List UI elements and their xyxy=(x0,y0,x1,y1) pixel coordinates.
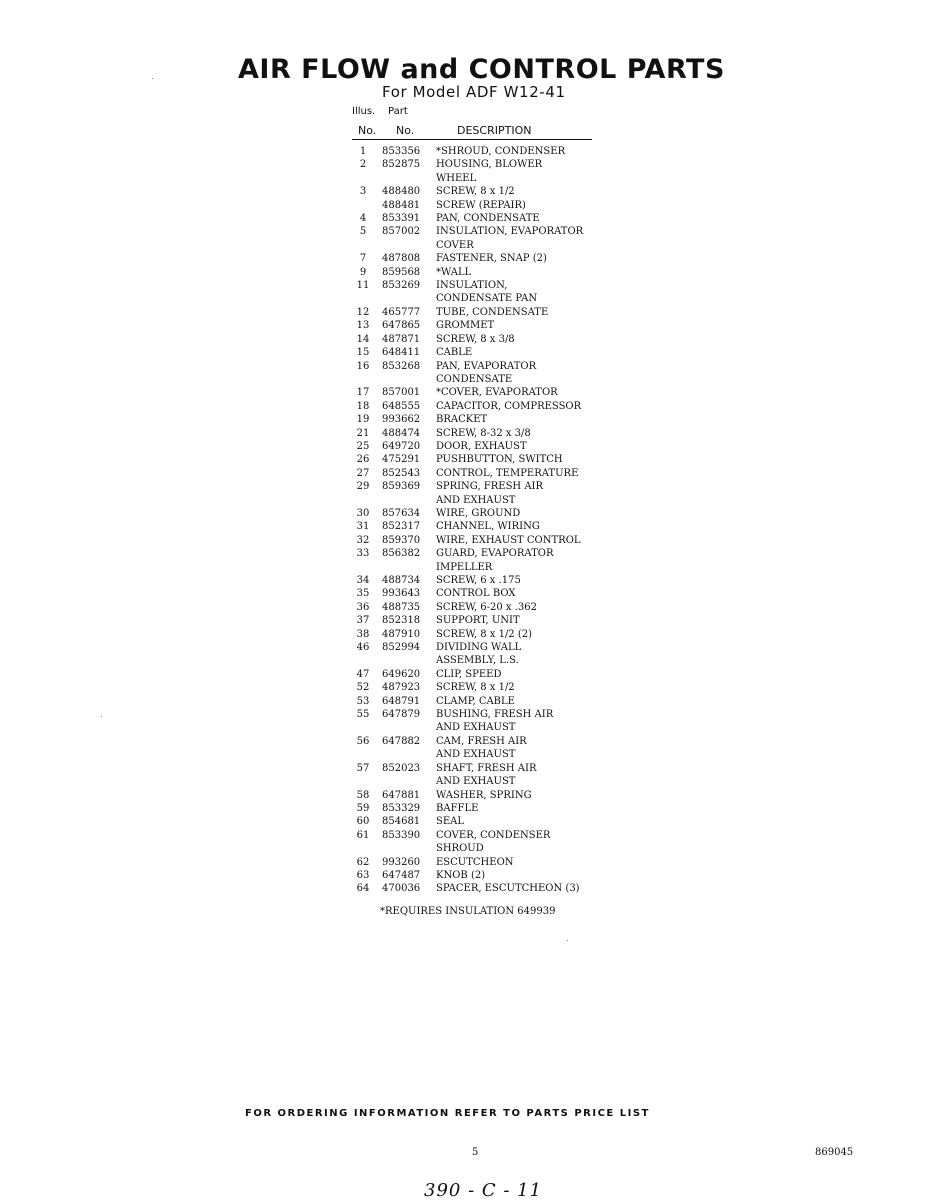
illus-number: 36 xyxy=(356,601,370,613)
part-number: 859369 xyxy=(382,481,421,493)
part-description: CAPACITOR, COMPRESSOR xyxy=(436,400,582,412)
part-description: DIVIDING WALL ASSEMBLY, L.S. xyxy=(436,642,522,667)
page-number: 5 xyxy=(472,1147,479,1158)
part-number: 647865 xyxy=(382,320,421,332)
table-row xyxy=(352,601,602,614)
illus-number: 59 xyxy=(356,802,370,814)
table-row xyxy=(352,520,602,533)
illus-number: 34 xyxy=(356,575,370,586)
part-description: COVER, CONDENSER SHROUD xyxy=(436,829,551,855)
part-number: 647881 xyxy=(382,789,421,801)
illus-number: 33 xyxy=(356,548,370,560)
part-description: SCREW, 8 x 1/2 (2) xyxy=(436,628,533,640)
table-row xyxy=(352,574,602,587)
table-row xyxy=(352,346,602,359)
illus-number: 46 xyxy=(356,642,370,654)
part-description: SCREW, 8 x 1/2 xyxy=(436,682,515,694)
insulation-note: *REQUIRES INSULATION 649939 xyxy=(380,906,556,917)
table-row xyxy=(352,869,602,882)
part-number: 993260 xyxy=(382,856,421,868)
table-row xyxy=(352,199,602,212)
table-row xyxy=(352,587,602,600)
part-description: CONTROL, TEMPERATURE xyxy=(436,467,579,479)
part-description: INSULATION, EVAPORATOR COVER xyxy=(436,226,584,251)
table-row xyxy=(352,453,602,466)
part-description: PUSHBUTTON, SWITCH xyxy=(436,454,563,466)
part-number: 465777 xyxy=(382,306,421,318)
part-description: SCREW, 8 x 1/2 xyxy=(436,186,515,198)
part-number: 487871 xyxy=(382,333,421,345)
part-description: *SHROUD, CONDENSER xyxy=(436,146,566,157)
part-description: KNOB (2) xyxy=(436,869,486,881)
part-number: 853390 xyxy=(382,829,421,841)
illus-label: Illus. xyxy=(352,106,376,117)
part-description: CHANNEL, WIRING xyxy=(436,521,540,533)
part-description: BUSHING, FRESH AIR AND EXHAUST xyxy=(436,709,554,734)
table-row xyxy=(352,829,602,856)
part-number: 475291 xyxy=(382,454,421,466)
part-number: 488734 xyxy=(382,575,421,586)
illus-number: 18 xyxy=(356,400,370,412)
part-description: WASHER, SPRING xyxy=(436,789,532,801)
illus-number: 13 xyxy=(356,320,370,332)
model-subtitle: For Model ADF W12-41 xyxy=(382,83,566,101)
illus-number: 47 xyxy=(356,668,370,680)
table-row xyxy=(352,413,602,426)
table-row xyxy=(352,386,602,399)
table-row xyxy=(352,882,602,895)
illus-number: 16 xyxy=(356,360,370,372)
illus-number: 15 xyxy=(356,347,370,359)
part-number: 852875 xyxy=(382,159,421,171)
part-number: 488481 xyxy=(382,199,421,211)
table-row xyxy=(352,145,602,158)
table-row xyxy=(352,641,602,668)
part-number: 853268 xyxy=(382,360,421,372)
table-row xyxy=(352,507,602,520)
table-row xyxy=(352,266,602,279)
part-description: SCREW (REPAIR) xyxy=(436,199,526,211)
part-number: 470036 xyxy=(382,883,421,895)
document-code: 869045 xyxy=(815,1147,854,1158)
table-row xyxy=(352,856,602,869)
illus-number: 29 xyxy=(356,481,370,493)
part-description: SPACER, ESCUTCHEON (3) xyxy=(436,883,580,895)
part-number: 993662 xyxy=(382,414,421,426)
illus-number: 3 xyxy=(359,186,367,198)
part-number: 648555 xyxy=(382,400,421,412)
illus-number: 17 xyxy=(356,387,370,399)
part-number: 853391 xyxy=(382,213,421,225)
part-number: 649720 xyxy=(382,440,421,452)
part-number: 488735 xyxy=(382,601,421,613)
part-description: SHAFT, FRESH AIR AND EXHAUST xyxy=(436,762,537,788)
part-description: CLAMP, CABLE xyxy=(436,695,515,707)
illus-number: 9 xyxy=(359,266,367,278)
no-column-header: No. xyxy=(358,124,377,137)
part-description: GROMMET xyxy=(436,320,495,332)
part-description: CAM, FRESH AIR AND EXHAUST xyxy=(436,735,527,761)
part-description: CABLE xyxy=(436,347,473,359)
part-description: WIRE, EXHAUST CONTROL xyxy=(436,534,581,546)
part-number: 852543 xyxy=(382,467,421,479)
table-row xyxy=(352,467,602,480)
part-number: 488480 xyxy=(382,186,421,198)
table-row xyxy=(352,480,602,507)
part-number: 647879 xyxy=(382,709,421,721)
handwritten-note: 390 - C - 11 xyxy=(424,1180,543,1201)
illus-number: 52 xyxy=(356,682,370,694)
part-number: 852994 xyxy=(382,642,421,654)
part-label: Part xyxy=(388,106,408,117)
part-description: WIRE, GROUND xyxy=(436,507,521,519)
part-description: SCREW, 8-32 x 3/8 xyxy=(436,427,531,439)
part-description: SCREW, 8 x 3/8 xyxy=(436,333,515,345)
illus-number: 64 xyxy=(356,883,370,895)
part-number: 859568 xyxy=(382,266,421,278)
illus-number: 31 xyxy=(356,521,370,533)
part-description: SCREW, 6 x .175 xyxy=(436,575,521,586)
table-row xyxy=(352,802,602,815)
illus-number: 63 xyxy=(356,869,370,881)
illus-number: 25 xyxy=(356,440,370,452)
illus-number: 14 xyxy=(356,333,370,345)
part-description: INSULATION, CONDENSATE PAN xyxy=(436,280,538,305)
table-row xyxy=(352,319,602,332)
description-column-header: DESCRIPTION xyxy=(457,124,532,137)
part-number: 859370 xyxy=(382,534,421,546)
illus-number: 27 xyxy=(356,467,370,479)
part-description: ESCUTCHEON xyxy=(436,856,514,868)
part-number: 648791 xyxy=(382,695,421,707)
illus-number: 2 xyxy=(359,159,367,171)
parts-list xyxy=(352,145,602,896)
table-row xyxy=(352,614,602,627)
part-number: 488474 xyxy=(382,427,421,439)
part-number: 853329 xyxy=(382,802,421,814)
table-row xyxy=(352,695,602,708)
table-row xyxy=(352,668,602,681)
part-number: 856382 xyxy=(382,548,421,560)
ordering-footer: FOR ORDERING INFORMATION REFER TO PARTS PRICE LIST xyxy=(245,1108,650,1119)
part-description: HOUSING, BLOWER WHEEL xyxy=(436,159,543,184)
illus-number: 30 xyxy=(356,507,370,519)
page-title: AIR FLOW and CONTROL PARTS xyxy=(238,54,725,85)
illus-number: 38 xyxy=(356,628,370,640)
table-row xyxy=(352,440,602,453)
part-number: 852318 xyxy=(382,615,421,627)
part-description: SUPPORT, UNIT xyxy=(436,615,520,627)
illus-number: 21 xyxy=(356,427,370,439)
part-number: 649620 xyxy=(382,668,421,680)
part-number: 857002 xyxy=(382,226,421,238)
illus-number: 4 xyxy=(359,213,367,225)
part-description: SEAL xyxy=(436,816,465,828)
table-row xyxy=(352,252,602,265)
table-row xyxy=(352,279,602,306)
header-rule xyxy=(352,139,592,140)
table-row xyxy=(352,762,602,789)
part-number: 993643 xyxy=(382,588,421,600)
table-row xyxy=(352,681,602,694)
table-row xyxy=(352,333,602,346)
part-description: CONTROL BOX xyxy=(436,588,516,600)
table-row xyxy=(352,427,602,440)
part-no-column-header: No. xyxy=(396,124,415,137)
illus-number: 56 xyxy=(356,735,370,747)
part-number: 487808 xyxy=(382,253,421,265)
column-headers xyxy=(352,124,592,140)
illus-number: 35 xyxy=(356,588,370,600)
scan-speck xyxy=(152,78,153,79)
part-description: *WALL xyxy=(436,266,472,278)
table-row xyxy=(352,306,602,319)
illus-number: 62 xyxy=(356,856,370,868)
table-row xyxy=(352,212,602,225)
part-description: TUBE, CONDENSATE xyxy=(436,306,549,318)
table-row xyxy=(352,185,602,198)
part-description: SCREW, 6-20 x .362 xyxy=(436,601,537,613)
part-number: 647487 xyxy=(382,869,421,881)
part-number: 857001 xyxy=(382,387,421,399)
part-description: SPRING, FRESH AIR AND EXHAUST xyxy=(436,481,544,506)
table-row xyxy=(352,708,602,735)
part-number: 647882 xyxy=(382,735,421,747)
illus-number: 60 xyxy=(356,816,370,828)
part-number: 857634 xyxy=(382,507,421,519)
illus-number: 55 xyxy=(356,709,370,721)
table-row xyxy=(352,815,602,828)
table-row xyxy=(352,158,602,185)
part-description: PAN, CONDENSATE xyxy=(436,213,540,225)
illus-number: 11 xyxy=(356,280,370,292)
illus-number: 7 xyxy=(359,253,367,265)
table-row xyxy=(352,789,602,802)
part-description: PAN, EVAPORATOR CONDENSATE xyxy=(436,360,537,385)
table-row xyxy=(352,534,602,547)
part-description: GUARD, EVAPORATOR IMPELLER xyxy=(436,548,554,573)
illus-number: 57 xyxy=(356,762,370,774)
table-row xyxy=(352,225,602,252)
part-description: FASTENER, SNAP (2) xyxy=(436,253,547,265)
illus-number: 5 xyxy=(359,226,367,238)
part-number: 487910 xyxy=(382,628,421,640)
part-description: BRACKET xyxy=(436,414,488,426)
part-number: 648411 xyxy=(382,347,421,359)
scan-speck xyxy=(101,716,102,717)
illus-number: 1 xyxy=(359,146,367,157)
illus-number: 32 xyxy=(356,534,370,546)
part-description: CLIP, SPEED xyxy=(436,668,502,680)
illus-number: 61 xyxy=(356,829,370,841)
part-number: 852317 xyxy=(382,521,421,533)
illus-number: 58 xyxy=(356,789,370,801)
illus-number: 53 xyxy=(356,695,370,707)
part-description: DOOR, EXHAUST xyxy=(436,440,527,452)
part-number: 853356 xyxy=(382,146,421,157)
illus-number: 19 xyxy=(356,414,370,426)
table-row xyxy=(352,735,602,762)
illus-number: 12 xyxy=(356,306,370,318)
table-row xyxy=(352,628,602,641)
part-number: 487923 xyxy=(382,682,421,694)
part-description: *COVER, EVAPORATOR xyxy=(436,387,558,399)
table-row xyxy=(352,547,602,574)
illus-number: 26 xyxy=(356,454,370,466)
part-number: 853269 xyxy=(382,280,421,292)
scan-speck xyxy=(567,940,568,941)
illus-number: 37 xyxy=(356,615,370,627)
part-number: 854681 xyxy=(382,816,421,828)
table-row xyxy=(352,360,602,387)
part-description: BAFFLE xyxy=(436,802,479,814)
table-row xyxy=(352,400,602,413)
part-number: 852023 xyxy=(382,762,421,774)
